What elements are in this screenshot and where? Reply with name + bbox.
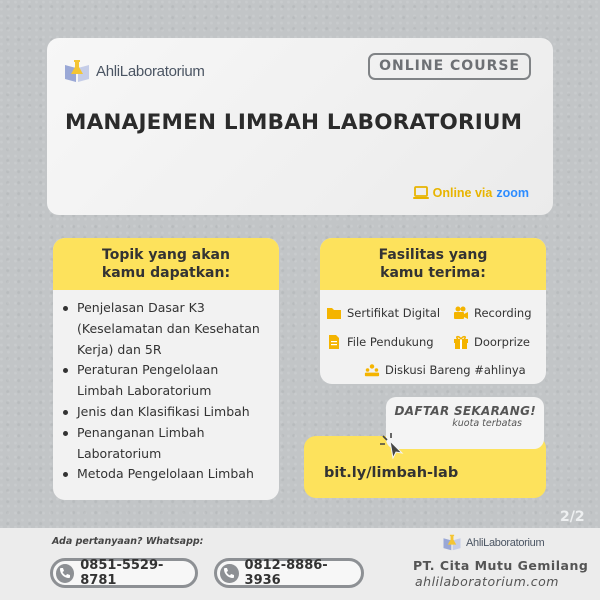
facility-discussion: Diskusi Bareng #ahlinya	[364, 362, 526, 378]
course-title: MANAJEMEN LIMBAH LABORATORIUM	[65, 110, 523, 135]
facility-doorprize: Doorprize	[453, 334, 530, 350]
phone-icon	[220, 564, 239, 583]
company-name: PT. Cita Mutu Gemilang	[413, 558, 589, 573]
laptop-icon	[413, 186, 429, 200]
phone-icon	[56, 564, 74, 583]
gift-icon	[453, 334, 469, 350]
page-indicator: 2/2	[560, 509, 585, 525]
brand-name: AhliLaboratorium	[96, 62, 205, 80]
topic-item: Metoda Pengelolaan Limbah	[63, 464, 279, 485]
flask-book-icon	[442, 534, 462, 551]
whatsapp-number-2[interactable]: 0812-8886-3936	[214, 558, 364, 588]
footer-brand-name: AhliLaboratorium	[466, 536, 545, 549]
facilities-card	[320, 238, 546, 384]
facilities-heading-line1: Fasilitas yang	[378, 247, 488, 263]
flask-book-icon	[63, 59, 91, 83]
group-people-icon	[364, 362, 380, 378]
topic-item: Jenis dan Klasifikasi Limbah	[63, 402, 279, 423]
document-icon	[326, 334, 342, 350]
register-now-bubble	[386, 397, 544, 449]
brand-logo	[63, 59, 205, 83]
contact-question: Ada pertanyaan? Whatsapp:	[52, 536, 204, 547]
topics-heading-line2: kamu dapatkan:	[101, 265, 231, 281]
topic-item: Penanganan Limbah Laboratorium	[63, 423, 279, 465]
cursor-click-icon	[380, 433, 406, 459]
facility-files: File Pendukung	[326, 334, 434, 350]
facilities-heading-line2: kamu terima:	[380, 265, 486, 281]
facility-certificate: Sertifikat Digital	[326, 305, 440, 321]
zoom-label: zoom	[496, 186, 529, 200]
topic-item: Peraturan Pengelolaan Limbah Laboratorium	[63, 360, 279, 402]
footer-brand-logo	[442, 534, 544, 551]
course-header-card	[47, 38, 553, 215]
video-camera-icon	[453, 305, 469, 321]
registration-link[interactable]: bit.ly/limbah-lab	[324, 465, 459, 481]
footer	[0, 528, 600, 600]
topics-heading-line1: Topik yang akan	[102, 247, 230, 263]
online-prefix: Online via	[432, 186, 493, 200]
facilities-heading	[320, 238, 546, 290]
topics-card	[53, 238, 279, 500]
topic-item: Penjelasan Dasar K3 (Keselamatan dan Kesehatan Kerja) dan 5R	[63, 298, 279, 360]
online-via-zoom	[413, 186, 529, 200]
topics-heading	[53, 238, 279, 290]
topics-list	[53, 290, 279, 485]
facility-recording: Recording	[453, 305, 532, 321]
online-course-badge: ONLINE COURSE	[368, 53, 531, 80]
website[interactable]: ahlilaboratorium.com	[415, 574, 559, 589]
folder-icon	[326, 305, 342, 321]
register-now-title: DAFTAR SEKARANG!	[394, 404, 536, 418]
limited-quota-text: kuota terbatas	[452, 418, 522, 429]
whatsapp-number-1[interactable]: 0851-5529-8781	[50, 558, 198, 588]
